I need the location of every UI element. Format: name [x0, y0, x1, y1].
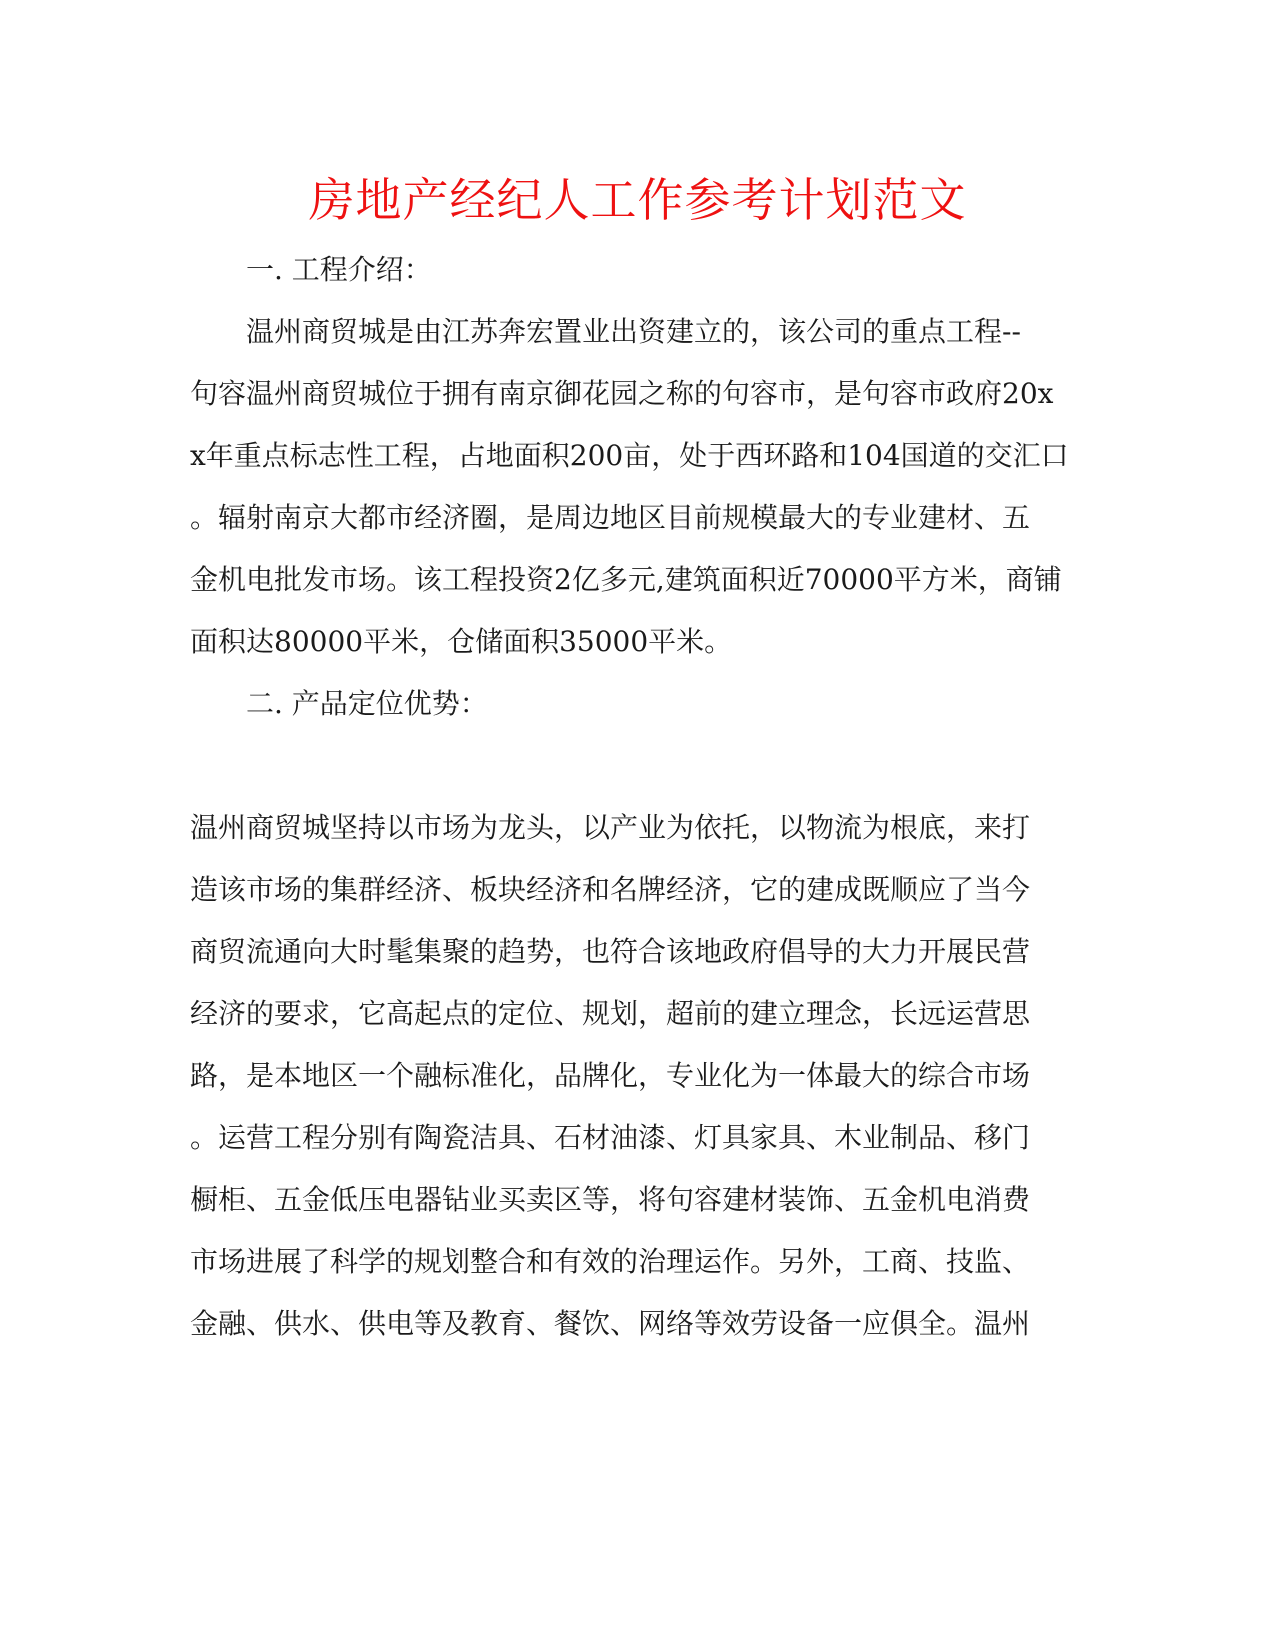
paragraph-line: 商贸流通向大时髦集聚的趋势，也符合该地政府倡导的大力开展民营 — [190, 935, 1031, 968]
paragraph-line: 橱柜、五金低压电器钻业买卖区等，将句容建材装饰、五金机电消费 — [190, 1183, 1031, 1216]
paragraph-line: 。运营工程分别有陶瓷洁具、石材油漆、灯具家具、木业制品、移门 — [190, 1121, 1031, 1154]
paragraph-line: 市场进展了科学的规划整合和有效的治理运作。另外，工商、技监、 — [190, 1245, 1031, 1278]
paragraph-line: 金机电批发市场。该工程投资2亿多元,建筑面积近70000平方米，商铺 — [190, 563, 1062, 596]
paragraph-line: 经济的要求，它高起点的定位、规划，超前的建立理念，长远运营思 — [190, 997, 1031, 1030]
paragraph-line: 句容温州商贸城位于拥有南京御花园之称的句容市，是句容市政府20x — [190, 377, 1054, 410]
section-heading-product-positioning: 二. 产品定位优势： — [246, 687, 488, 720]
section-heading-project-intro: 一. 工程介绍： — [246, 253, 432, 286]
paragraph-line: 温州商贸城坚持以市场为龙头，以产业为依托，以物流为根底，来打 — [190, 811, 1031, 844]
paragraph-line: 造该市场的集群经济、板块经济和名牌经济，它的建成既顺应了当今 — [190, 873, 1031, 906]
paragraph-line: 金融、供水、供电等及教育、餐饮、网络等效劳设备一应俱全。温州 — [190, 1307, 1031, 1340]
document-title: 房地产经纪人工作参考计划范文 — [308, 173, 967, 227]
paragraph-line: 温州商贸城是由江苏奔宏置业出资建立的，该公司的重点工程-- — [246, 315, 1021, 348]
paragraph-line: 。辐射南京大都市经济圈，是周边地区目前规模最大的专业建材、五 — [190, 501, 1031, 534]
paragraph-line: 路，是本地区一个融标准化，品牌化，专业化为一体最大的综合市场 — [190, 1059, 1031, 1092]
paragraph-line: x年重点标志性工程，占地面积200亩，处于西环路和104国道的交汇口 — [190, 439, 1069, 472]
paragraph-line: 面积达80000平米，仓储面积35000平米。 — [190, 625, 733, 658]
